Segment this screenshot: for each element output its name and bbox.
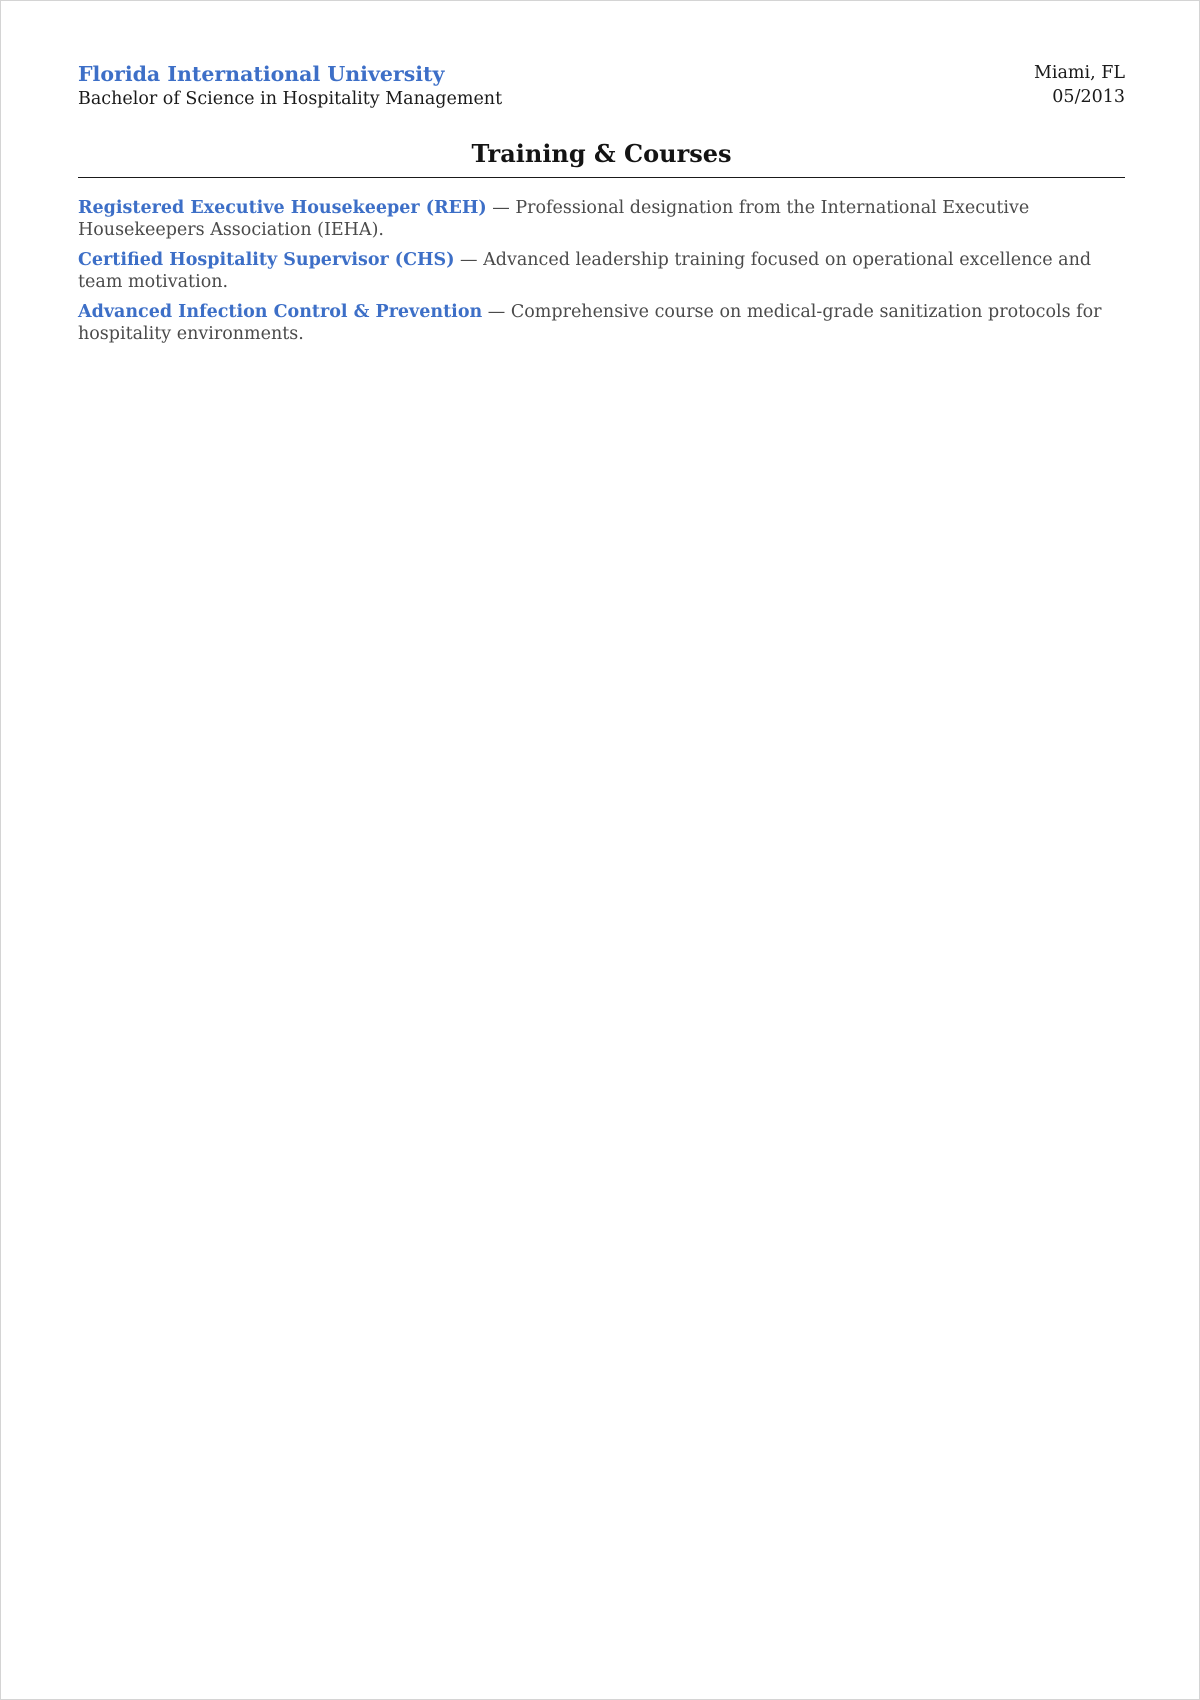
- training-item-description: Advanced leadership training focused on operational excellence and team motivation.: [78, 250, 1092, 292]
- graduation-date: 05/2013: [1052, 87, 1125, 107]
- training-item-name: Certified Hospitality Supervisor (CHS): [78, 250, 455, 270]
- training-item-description: Comprehensive course on medical-grade sanitization protocols for hospitality environments.: [78, 302, 1102, 344]
- school-name: Florida International University: [78, 62, 445, 86]
- training-section-title: Training & Courses: [78, 137, 1125, 178]
- training-list: [78, 198, 1125, 345]
- education-entry: [78, 61, 1125, 111]
- education-right: [1034, 61, 1125, 109]
- training-item: [78, 198, 1125, 241]
- training-item: [78, 302, 1125, 345]
- training-item-description: Professional designation from the International Executive Housekeepers Association (IEHA).: [78, 198, 1030, 240]
- training-item: [78, 250, 1125, 293]
- training-item-separator: —: [482, 302, 511, 322]
- resume-content: [78, 61, 1125, 354]
- training-item-name: Advanced Infection Control & Prevention: [78, 302, 483, 322]
- degree-name: Bachelor of Science in Hospitality Management: [78, 89, 503, 109]
- education-location: Miami, FL: [1033, 63, 1125, 83]
- training-item-separator: —: [486, 198, 516, 218]
- education-left: [78, 61, 502, 111]
- training-item-name: Registered Executive Housekeeper (REH): [78, 198, 487, 218]
- training-item-separator: —: [454, 250, 484, 270]
